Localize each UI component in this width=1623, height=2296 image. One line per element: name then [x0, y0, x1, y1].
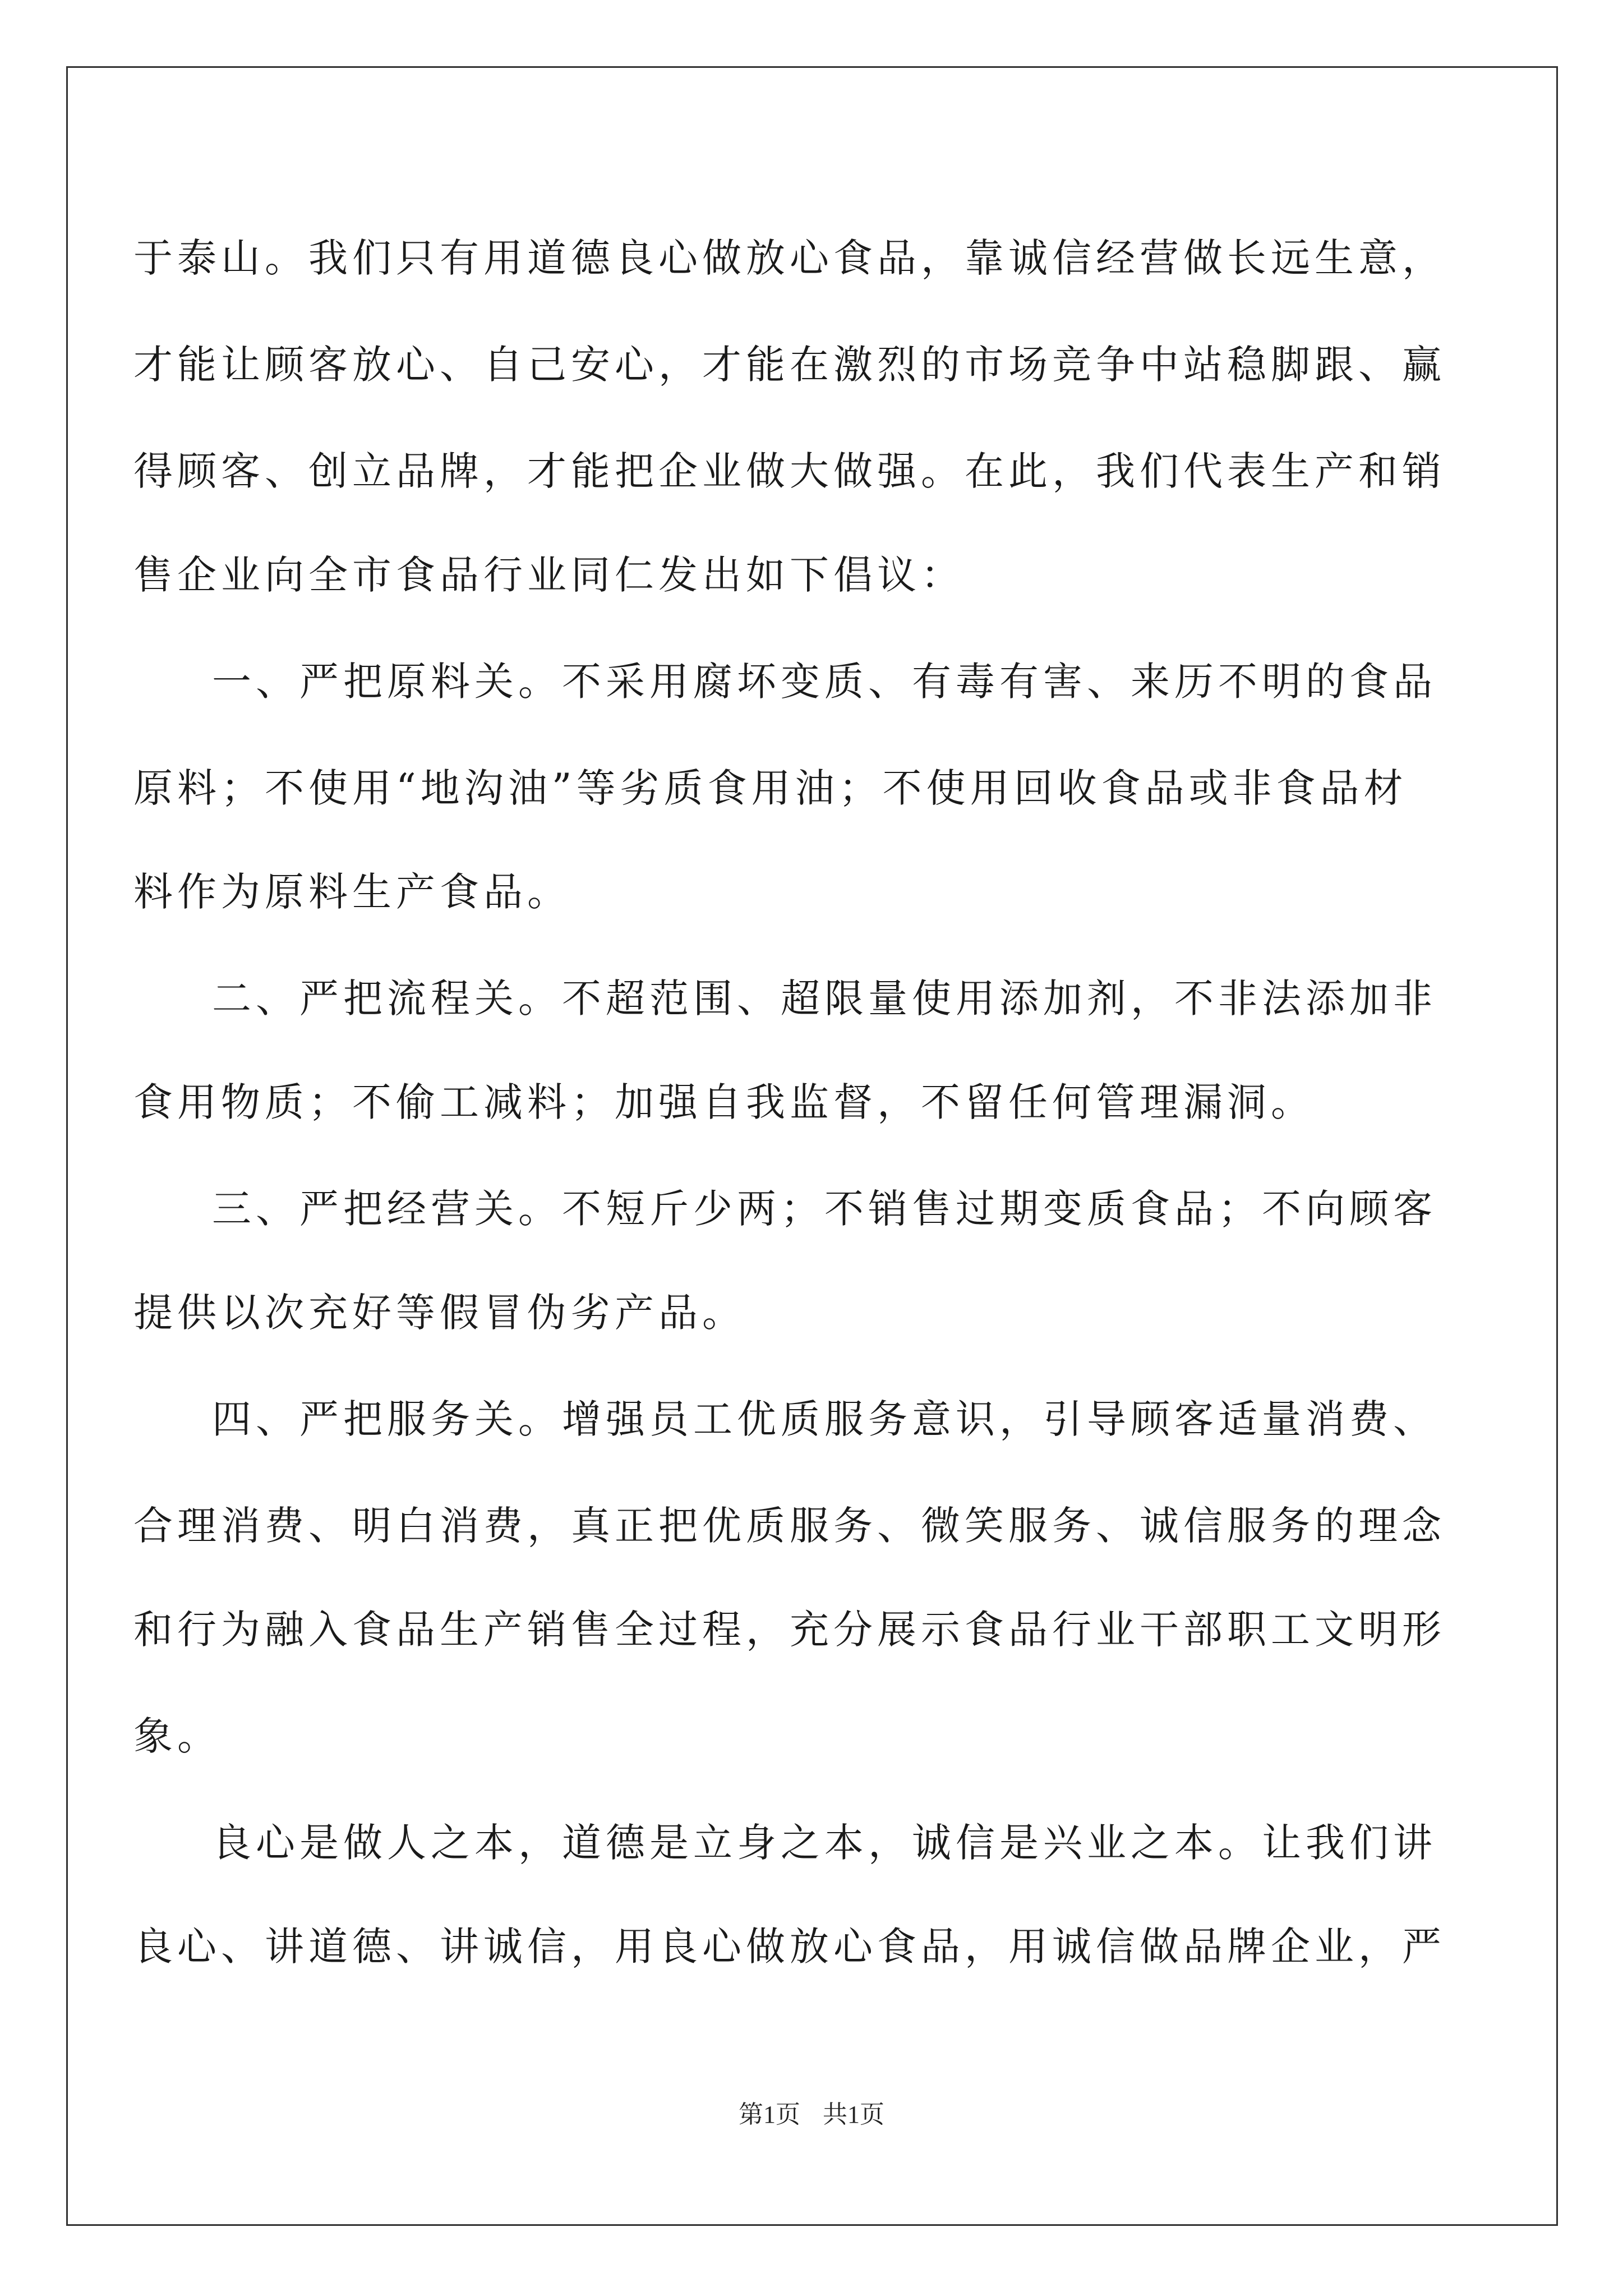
- text-line: 良心、讲道德、讲诚信，用良心做放心食品，用诚信做品牌企业，严: [133, 1924, 1446, 1970]
- text-line: 提供以次充好等假冒伪劣产品。: [133, 1290, 746, 1336]
- text-line: 和行为融入食品生产销售全过程，充分展示食品行业干部职工文明形: [133, 1607, 1446, 1653]
- text-line: 于泰山。我们只有用道德良心做放心食品，靠诚信经营做长远生意，: [133, 235, 1446, 281]
- text-line: 才能让顾客放心、自己安心，才能在激烈的市场竞争中站稳脚跟、赢: [133, 342, 1446, 388]
- page-number: 第1页: [739, 2101, 800, 2128]
- text-line: 合理消费、明白消费，真正把优质服务、微笑服务、诚信服务的理念: [133, 1503, 1446, 1549]
- paragraph-first-line: 四、严把服务关。增强员工优质服务意识，引导顾客适量消费、: [212, 1396, 1437, 1442]
- text-line: 售企业向全市食品行业同仁发出如下倡议：: [133, 552, 965, 598]
- text-line: 食用物质；不偷工减料；加强自我监督，不留任何管理漏洞。: [133, 1079, 1315, 1125]
- page-total: 共1页: [823, 2101, 884, 2128]
- text-line: 原料；不使用“地沟油”等劣质食用油；不使用回收食品或非食品材: [133, 765, 1408, 811]
- paragraph-first-line: 二、严把流程关。不超范围、超限量使用添加剂，不非法添加非: [212, 976, 1437, 1022]
- paragraph-first-line: 三、严把经营关。不短斤少两；不销售过期变质食品；不向顾客: [212, 1186, 1437, 1232]
- paragraph-first-line: 良心是做人之本，道德是立身之本，诚信是兴业之本。让我们讲: [212, 1820, 1437, 1866]
- page-footer: [0, 2098, 1623, 2132]
- paragraph-first-line: 一、严把原料关。不采用腐坏变质、有毒有害、来历不明的食品: [212, 659, 1437, 705]
- text-line: 得顾客、创立品牌，才能把企业做大做强。在此，我们代表生产和销: [133, 448, 1446, 494]
- text-line: 料作为原料生产食品。: [133, 869, 571, 915]
- text-line: 象。: [133, 1713, 221, 1759]
